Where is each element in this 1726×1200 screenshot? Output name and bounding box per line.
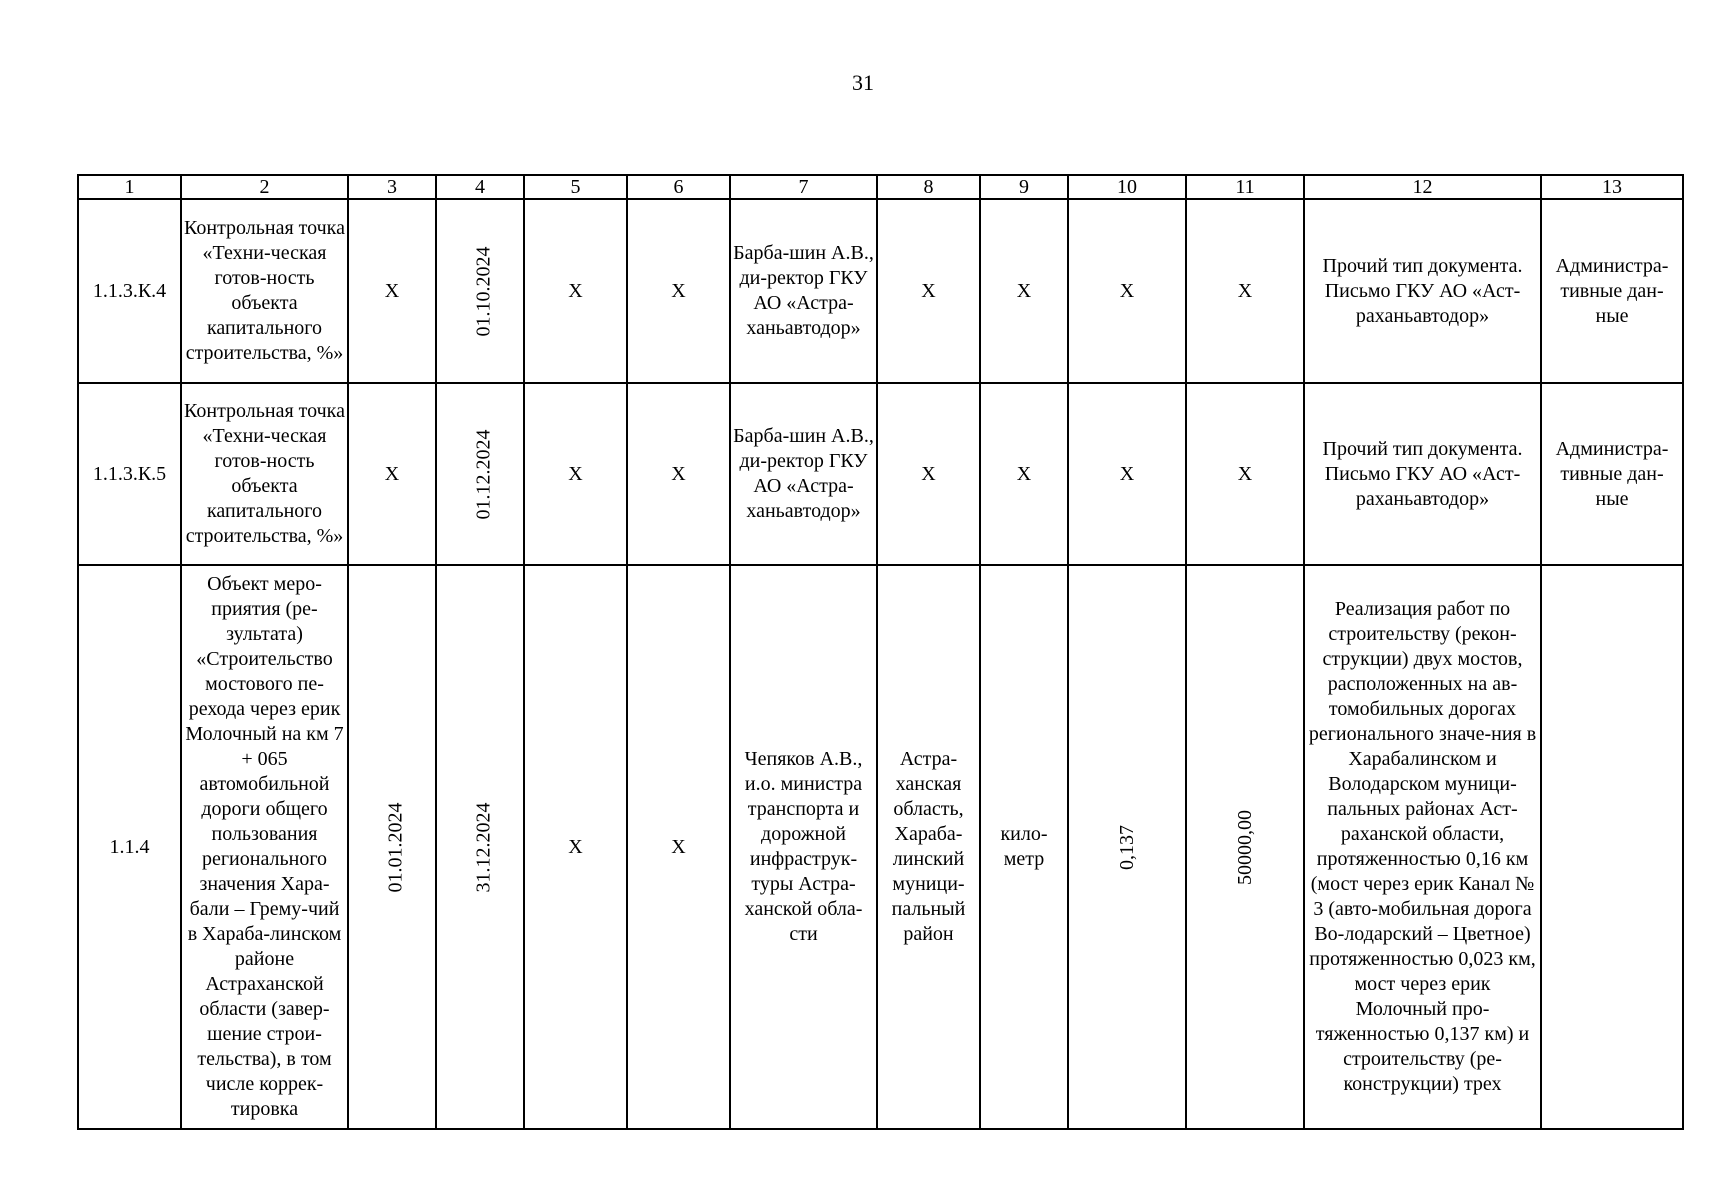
cell-col6: Х [627,565,730,1129]
row-description: Контрольная точка «Техни-ческая готов-ность объекта капитального строительства, %» [181,383,348,565]
column-header: 5 [524,175,627,199]
column-header: 3 [348,175,436,199]
cell-col9: Х [980,383,1068,565]
cell-col8: Х [877,383,980,565]
end-date: 31.12.2024 [472,802,495,892]
column-header: 1 [78,175,181,199]
cell-col10: Х [1068,383,1186,565]
column-header: 12 [1304,175,1541,199]
start-date: 01.01.2024 [384,802,407,892]
data-source: Администра-тивные дан-ные [1541,199,1683,383]
data-source [1541,565,1683,1129]
column-header: 11 [1186,175,1304,199]
column-header: 13 [1541,175,1683,199]
cell-col11: Х [1186,383,1304,565]
cell-col5: Х [524,565,627,1129]
quantity-value: 0,137 [1115,824,1138,870]
row-description: Объект меро-приятия (ре-зультата) «Строительство мостового пе-рехода через ерик Молочный на км 7 + 065 автомобильной дороги общего пользования регионального значения Хара-бали – Грему-чий в Хараба-линском районе Астраханской области (завер-шение строи-тельства), в том числе коррек-тировка [181,565,348,1129]
end-date-cell [436,199,524,383]
page-number: 31 [852,70,874,95]
start-date: Х [348,383,436,565]
end-date-cell [436,565,524,1129]
location: Астра-ханская область, Хараба-линский муници-пальный район [877,565,980,1129]
column-header: 10 [1068,175,1186,199]
row-description: Контрольная точка «Техни-ческая готов-ность объекта капитального строительства, %» [181,199,348,383]
end-date: 01.12.2024 [472,429,495,519]
cell-col11: Х [1186,199,1304,383]
end-date: 01.10.2024 [472,246,495,336]
cell-col5: Х [524,199,627,383]
cell-col6: Х [627,383,730,565]
data-source: Администра-тивные дан-ные [1541,383,1683,565]
table-row [78,383,1683,565]
table-row [78,199,1683,383]
start-date-cell [348,565,436,1129]
amount-cell [1186,565,1304,1129]
cell-col9: Х [980,199,1068,383]
quantity-cell [1068,565,1186,1129]
unit-of-measure: кило-метр [980,565,1068,1129]
row-id: 1.1.3.К.5 [78,383,181,565]
data-table [77,174,1684,1130]
responsible-person: Чепяков А.В., и.о. министра транспорта и дорожной инфраструк-туры Астра-ханской обла-сти [730,565,877,1129]
cell-col10: Х [1068,199,1186,383]
column-header: 4 [436,175,524,199]
column-header: 7 [730,175,877,199]
column-header: 8 [877,175,980,199]
row-id: 1.1.4 [78,565,181,1129]
cell-col5: Х [524,383,627,565]
header-row [78,175,1683,199]
column-header: 9 [980,175,1068,199]
column-header: 2 [181,175,348,199]
start-date: Х [348,199,436,383]
document-type: Прочий тип документа. Письмо ГКУ АО «Аст-раханьавтодор» [1304,199,1541,383]
amount-value: 50000,00 [1233,809,1256,885]
row-id: 1.1.3.К.4 [78,199,181,383]
cell-col8: Х [877,199,980,383]
document-type: Прочий тип документа. Письмо ГКУ АО «Аст-раханьавтодор» [1304,383,1541,565]
table-row [78,565,1683,1129]
end-date-cell [436,383,524,565]
responsible-person: Барба-шин А.В., ди-ректор ГКУ АО «Астра-ханьавтодор» [730,199,877,383]
cell-col6: Х [627,199,730,383]
work-description: Реализация работ по строительству (рекон-струкции) двух мостов, расположенных на ав-томобильных дорогах регионального значе-ния в Харабалинском и Володарском муници-пальных районах Аст-раханской области, протяженностью 0,16 км (мост через ерик Канал № 3 (авто-мобильная дорога Во-лодарский – Цветное) протяженностью 0,023 км, мост через ерик Молочный про-тяженностью 0,137 км) и строительству (ре-конструкции) трех [1304,565,1541,1129]
responsible-person: Барба-шин А.В., ди-ректор ГКУ АО «Астра-ханьавтодор» [730,383,877,565]
column-header: 6 [627,175,730,199]
